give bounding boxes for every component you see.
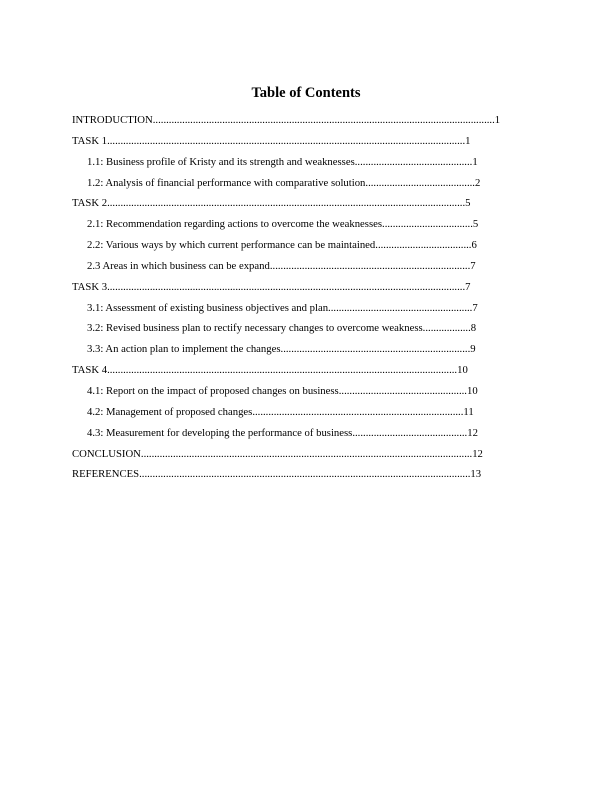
toc-entry-3-3[interactable] (72, 342, 542, 363)
toc-entry-title: 3.1: Assessment of existing business objectives and plan (87, 301, 329, 314)
toc-entry-title: CONCLUSION (72, 447, 141, 460)
toc-entry-4-1[interactable] (72, 384, 542, 405)
toc-page-number: 5 (465, 197, 471, 210)
toc-page-number: 1 (472, 155, 478, 168)
toc-leader-dots: ............................................................................................................................ (140, 447, 473, 460)
toc-entry-3-2[interactable] (72, 321, 542, 342)
toc-link[interactable] (87, 405, 542, 426)
toc-page-number: 12 (467, 426, 478, 439)
toc-link[interactable] (87, 301, 542, 322)
toc-leader-dots: ................................................................................................................................ (152, 114, 495, 126)
toc-leader-dots: ............................................................................... (252, 405, 464, 418)
toc-leader-dots: ............................................ (354, 155, 473, 168)
toc-entry-title: 2.3 Areas in which business can be expand (87, 259, 270, 272)
toc-page-number: 5 (472, 218, 479, 231)
toc-page-number: 11 (463, 405, 474, 418)
toc-page-number: 7 (470, 259, 476, 272)
toc-page-number: 12 (472, 447, 483, 460)
toc-entry-title: 1.2: Analysis of financial performance with comparative solution (87, 176, 366, 189)
toc-page-number: 9 (470, 343, 476, 356)
toc-entry-task-4[interactable] (72, 363, 542, 384)
toc-leader-dots: ........................................... (352, 426, 468, 439)
toc-entry-title: 2.1: Recommendation regarding actions to overcome the weaknesses (87, 218, 383, 231)
toc-link[interactable] (87, 155, 542, 176)
toc-leader-dots: .................. (422, 322, 471, 335)
toc-page-number: 10 (457, 364, 468, 377)
toc-leader-dots: .................................. (382, 218, 473, 231)
toc-entry-title: TASK 3 (72, 280, 108, 293)
toc-entry-2-2[interactable] (72, 238, 542, 259)
toc-link[interactable] (87, 259, 542, 280)
toc-entry-1-1[interactable] (72, 155, 542, 176)
toc-leader-dots: ............................................................................................................................ (139, 468, 471, 481)
toc-leader-dots: ....................................................................... (280, 343, 471, 356)
toc-entry-conclusion[interactable] (72, 447, 542, 468)
toc-leader-dots: ...................................................... (328, 301, 473, 314)
toc-entry-2-3[interactable] (72, 259, 542, 280)
toc-leader-dots: ......................................... (365, 176, 475, 189)
toc-entry-title: REFERENCES (72, 468, 140, 481)
toc-link[interactable] (72, 280, 542, 301)
toc-entry-title: 4.3: Measurement for developing the performance of business (87, 426, 353, 439)
toc-entry-title: 4.2: Management of proposed changes (87, 405, 253, 418)
toc-page-number: 1 (494, 114, 501, 126)
toc-list (72, 113, 542, 488)
toc-entry-task-1[interactable] (72, 134, 542, 155)
toc-entry-title: TASK 4 (72, 364, 108, 377)
toc-link[interactable] (87, 238, 542, 259)
toc-link[interactable] (87, 321, 542, 342)
toc-link[interactable] (87, 217, 542, 238)
toc-link[interactable] (87, 426, 542, 447)
toc-leader-dots: ................................................................................................................................... (107, 364, 458, 377)
toc-page-number: 7 (465, 280, 471, 293)
toc-entry-2-1[interactable] (72, 217, 542, 238)
toc-leader-dots: ...................................................................................................................................... (107, 197, 466, 210)
toc-entry-title: TASK 2 (72, 197, 108, 210)
toc-page-number: 7 (472, 301, 478, 314)
toc-page-number: 8 (470, 322, 477, 335)
toc-link[interactable] (87, 176, 542, 197)
toc-entry-references[interactable] (72, 467, 542, 488)
toc-entry-task-2[interactable] (72, 196, 542, 217)
toc-link[interactable] (87, 384, 542, 405)
toc-link[interactable] (72, 467, 542, 488)
toc-entry-4-2[interactable] (72, 405, 542, 426)
toc-entry-title: 3.2: Revised business plan to rectify necessary changes to overcome weakness (87, 322, 423, 335)
toc-entry-4-3[interactable] (72, 426, 542, 447)
toc-leader-dots: ................................................ (338, 384, 467, 397)
toc-link[interactable] (72, 447, 542, 468)
toc-entry-title: 4.1: Report on the impact of proposed changes on business (87, 384, 339, 397)
toc-leader-dots: ...................................................................................................................................... (107, 134, 466, 147)
toc-entry-3-1[interactable] (72, 301, 542, 322)
toc-leader-dots: .................................... (375, 239, 472, 252)
toc-heading: Table of Contents (251, 85, 361, 101)
toc-entry-title: 2.2: Various ways by which current performance can be maintained (87, 239, 376, 252)
toc-link[interactable] (72, 113, 542, 134)
toc-page-number: 13 (470, 468, 482, 481)
toc-entry-task-3[interactable] (72, 280, 542, 301)
toc-leader-dots: ........................................................................... (269, 259, 471, 272)
toc-entry-introduction[interactable] (72, 113, 542, 134)
toc-page-number: 1 (465, 134, 471, 147)
toc-page-number: 2 (474, 176, 481, 189)
toc-entry-1-2[interactable] (72, 176, 542, 197)
toc-link[interactable] (72, 363, 542, 384)
toc-page-number: 10 (466, 384, 478, 397)
toc-page-number: 6 (471, 239, 477, 252)
toc-link[interactable] (87, 342, 542, 363)
toc-entry-title: 1.1: Business profile of Kristy and its strength and weaknesses (87, 155, 355, 168)
toc-entry-title: INTRODUCTION (72, 114, 153, 126)
toc-entry-title: 3.3: An action plan to implement the changes (87, 343, 281, 356)
toc-entry-title: TASK 1 (72, 134, 108, 147)
toc-link[interactable] (72, 134, 542, 155)
toc-leader-dots: ...................................................................................................................................... (107, 280, 466, 293)
toc-link[interactable] (72, 196, 542, 217)
